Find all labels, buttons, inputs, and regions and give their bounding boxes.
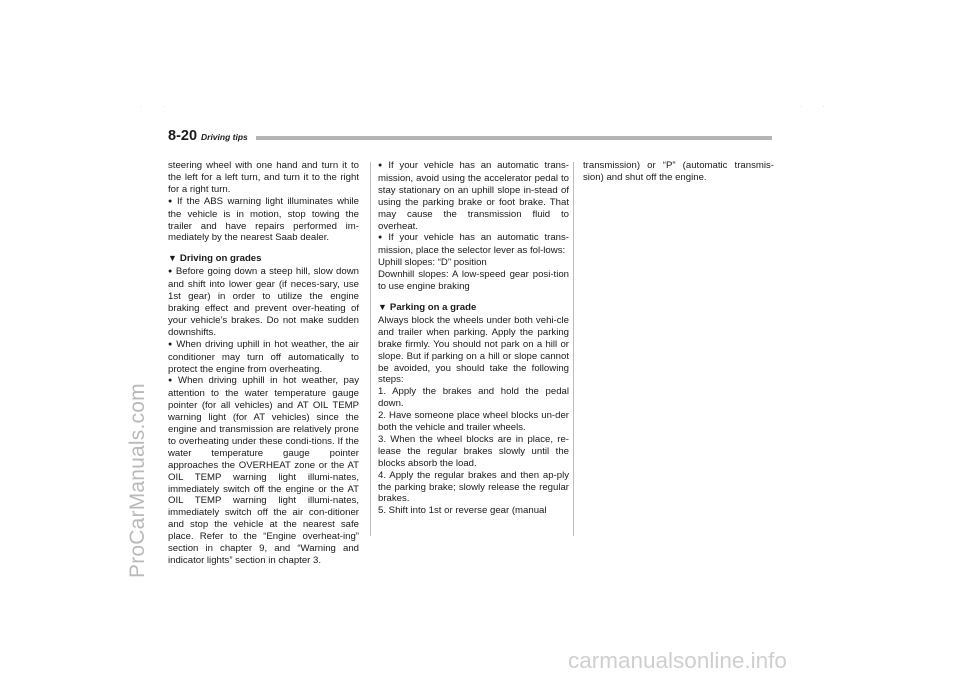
column-divider	[370, 162, 371, 536]
text-column-3	[583, 160, 774, 184]
paragraph: transmission) or “P” (automatic transmis-sion) and shut off the engine.	[583, 160, 774, 183]
text-column-2	[378, 160, 569, 517]
bullet-item: ● If the ABS warning light illuminates while the vehicle is in motion, stop towing the trailer and have repairs performed im-mediately by the nearest Saab dealer.	[168, 196, 359, 245]
column-divider	[573, 162, 574, 536]
section-heading-grades: ▼ Driving on grades	[168, 253, 262, 265]
step-item: 3. When the wheel blocks are in place, re-lease the regular brakes slowly until the blocks absorb the load.	[378, 433, 569, 469]
step-item: 4. Apply the regular brakes and then ap-ply the parking brake; slowly release the regular brakes.	[378, 469, 569, 505]
bullet-item: ● If your vehicle has an automatic trans-mission, avoid using the accelerator pedal to stay stationary on an uphill slope in-stead of using the parking brake or foot brake. That may cause the transmission fluid to overheat.	[378, 160, 569, 232]
step-item: 1. Apply the brakes and hold the pedal down.	[378, 386, 569, 410]
paragraph: Uphill slopes: “D” position	[378, 257, 487, 269]
triangle-icon: ▼	[168, 253, 177, 264]
triangle-icon: ▼	[378, 301, 387, 312]
crop-marks-right: . .	[800, 100, 834, 109]
bullet-item: ● When driving uphill in hot weather, pay attention to the water temperature gauge pointer (for all vehicles) and AT OIL TEMP warning light (for AT vehicles) since the engine and transmission are relatively prone to overheating under these condi-tions. If the water temperature gauge pointer approaches the OVERHEAT zone or the AT OIL TEMP warning light illumi-nates, immediately switch off the engine or the AT OIL TEMP warning light illumi-nates, immediately switch off the air con-ditioner and stop the vehicle at the nearest safe place. Refer to the “Engine overheat-ing” section in chapter 9, and “Warning and indicator lights” section in chapter 3.	[168, 375, 359, 567]
paragraph: Downhill slopes: A low-speed gear posi-tion to use engine braking	[378, 269, 569, 293]
page-header	[168, 128, 772, 148]
bullet-item: ● Before going down a steep hill, slow down and shift into lower gear (if neces-sary, use 1st gear) in order to utilize the engine braking effect and prevent over-heating of your vehicle’s brakes. Do not make sudden downshifts.	[168, 266, 359, 338]
bullet-item: ● If your vehicle has an automatic trans-mission, place the selector lever as fol-lows:	[378, 232, 569, 257]
header-rule	[256, 136, 772, 140]
bullet-item: ● When driving uphill in hot weather, the air conditioner may turn off automatically to protect the engine from overheating.	[168, 339, 359, 376]
text-column-1	[168, 160, 359, 567]
side-watermark: ProCarManuals.com	[126, 383, 149, 578]
paragraph: steering wheel with one hand and turn it to the left for a left turn, and turn it to the right for a right turn.	[168, 160, 359, 195]
step-item: 5. Shift into 1st or reverse gear (manual	[378, 505, 547, 517]
section-title: Driving tips	[201, 132, 248, 142]
bottom-watermark: carmanualsonline.info	[568, 648, 787, 673]
page-number: 8-20	[168, 128, 198, 144]
paragraph: Always block the wheels under both vehi-cle and trailer when parking. Apply the parking brake firmly. You should not park on a hill or slope. But if parking on a hill or slope cannot be avoided, you should take the following steps:	[378, 314, 569, 386]
section-heading-parking: ▼ Parking on a grade	[378, 301, 477, 313]
step-item: 2. Have someone place wheel blocks un-der both the vehicle and trailer wheels.	[378, 410, 569, 434]
crop-marks-left: . .	[140, 100, 174, 109]
